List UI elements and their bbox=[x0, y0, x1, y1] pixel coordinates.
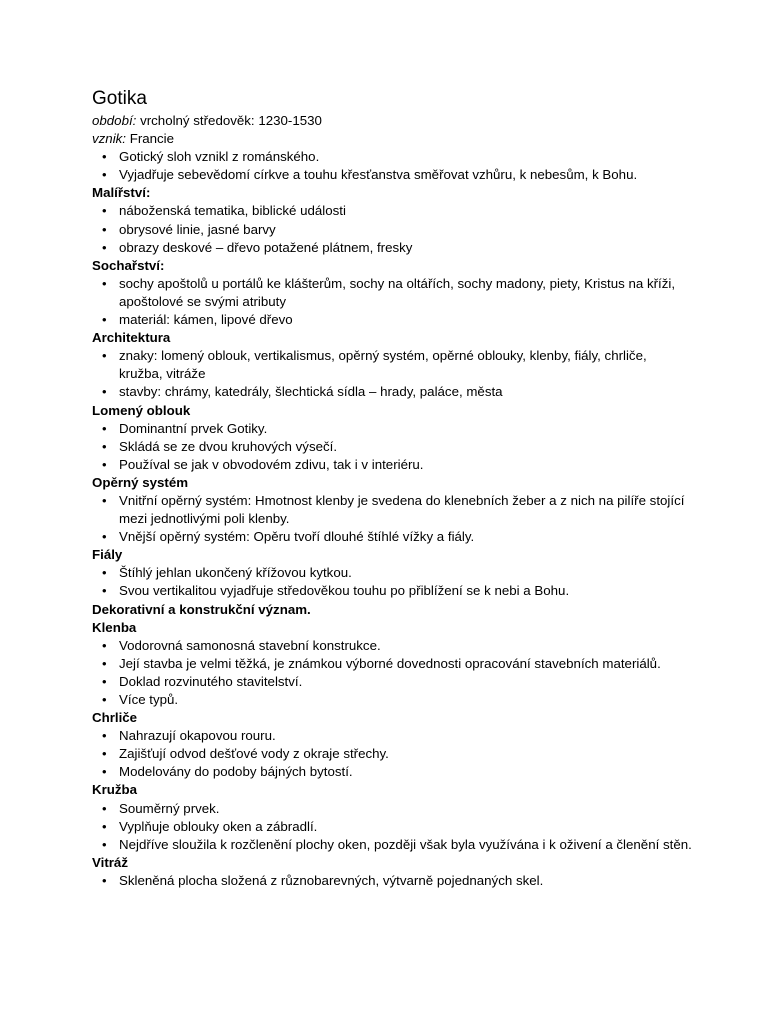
list-item bbox=[92, 800, 692, 818]
section bbox=[92, 329, 692, 401]
bullet-icon: • bbox=[102, 420, 107, 436]
section-heading: Fiály bbox=[92, 547, 123, 563]
document-page bbox=[92, 86, 692, 890]
section-heading: Klenba bbox=[92, 619, 137, 635]
list-item bbox=[92, 148, 692, 166]
list-item-text: Svou vertikalitou vyjadřuje středověkou touhu po přiblížení se k nebi a Bohu. bbox=[119, 583, 570, 599]
list-item bbox=[92, 383, 692, 401]
bullet-icon: • bbox=[102, 239, 107, 255]
intro-list bbox=[92, 148, 692, 184]
list-item bbox=[92, 836, 692, 854]
bullet-list bbox=[92, 275, 692, 329]
bullet-list bbox=[92, 420, 692, 474]
meta-label: vznik: bbox=[92, 131, 126, 147]
list-item bbox=[92, 275, 692, 311]
list-item-text: materiál: kámen, lipové dřevo bbox=[119, 312, 293, 328]
list-item bbox=[92, 311, 692, 329]
bullet-icon: • bbox=[102, 818, 107, 834]
list-item bbox=[92, 202, 692, 220]
list-item bbox=[92, 438, 692, 456]
bullet-icon: • bbox=[102, 692, 107, 707]
bullet-icon: • bbox=[102, 348, 107, 364]
list-item bbox=[92, 166, 692, 184]
section bbox=[92, 854, 692, 890]
bullet-list bbox=[92, 637, 692, 709]
list-item-text: Vnější opěrný systém: Opěru tvoří dlouhé štíhlé vížky a fiály. bbox=[119, 529, 475, 545]
list-item bbox=[92, 745, 692, 763]
bullet-icon: • bbox=[102, 746, 107, 762]
bullet-list bbox=[92, 872, 692, 890]
list-item-text: sochy apoštolů u portálů ke klášterům, sochy na oltářích, sochy madony, piety, Kristus na kříži, apoštolové se svými atributy bbox=[119, 275, 676, 309]
bullet-icon: • bbox=[102, 438, 107, 454]
section bbox=[92, 709, 692, 781]
list-item-text: Vyjadřuje sebevědomí církve a touhu křesťanstva směřovat vzhůru, k nebesům, k Bohu. bbox=[119, 167, 638, 183]
section bbox=[92, 402, 692, 474]
section bbox=[92, 546, 692, 600]
bullet-icon: • bbox=[102, 836, 107, 852]
list-item bbox=[92, 492, 692, 528]
bullet-icon: • bbox=[102, 167, 107, 183]
list-item bbox=[92, 691, 692, 709]
document-meta bbox=[92, 112, 692, 148]
meta-line bbox=[92, 112, 692, 130]
bullet-list bbox=[92, 800, 692, 854]
section-heading: Architektura bbox=[92, 330, 171, 346]
list-item-text: Vodorovná samonosná stavební konstrukce. bbox=[119, 637, 381, 653]
list-item-text: znaky: lomený oblouk, vertikalismus, opěrný systém, opěrné oblouky, klenby, fiály, chrliče, kružba, vitráže bbox=[119, 348, 647, 382]
list-item bbox=[92, 221, 692, 239]
section bbox=[92, 601, 692, 619]
list-item-text: Nahrazují okapovou rouru. bbox=[119, 728, 276, 744]
list-item-text: Zajišťují odvod dešťové vody z okraje střechy. bbox=[119, 746, 389, 762]
bullet-icon: • bbox=[102, 221, 107, 237]
list-item-text: obrysové linie, jasné barvy bbox=[119, 221, 276, 237]
list-item bbox=[92, 673, 692, 691]
bullet-list bbox=[92, 564, 692, 600]
bullet-icon: • bbox=[102, 637, 107, 653]
bullet-icon: • bbox=[102, 872, 107, 888]
list-item-text: Modelovány do podoby bájných bytostí. bbox=[119, 764, 353, 780]
list-item-text: náboženská tematika, biblické události bbox=[119, 203, 346, 219]
bullet-icon: • bbox=[102, 673, 107, 689]
section-heading: Vitráž bbox=[92, 854, 128, 870]
section bbox=[92, 619, 692, 709]
list-item-text: obrazy deskové – dřevo potažené plátnem, fresky bbox=[119, 239, 413, 255]
list-item-text: Souměrný prvek. bbox=[119, 800, 220, 816]
bullet-icon: • bbox=[102, 655, 107, 671]
list-item-text: Její stavba je velmi těžká, je známkou výborné dovednosti opracování stavebních materiálů. bbox=[119, 655, 661, 671]
list-item-text: Gotický sloh vznikl z románského. bbox=[119, 149, 320, 165]
section bbox=[92, 474, 692, 546]
bullet-list bbox=[92, 727, 692, 781]
meta-value: Francie bbox=[126, 131, 175, 147]
list-item-text: Skládá se ze dvou kruhových výsečí. bbox=[119, 438, 338, 454]
document-sections bbox=[92, 184, 692, 890]
bullet-icon: • bbox=[102, 384, 107, 400]
section bbox=[92, 184, 692, 256]
list-item-text: Více typů. bbox=[119, 692, 179, 707]
document-title: Gotika bbox=[92, 88, 147, 109]
list-item-text: Používal se jak v obvodovém zdivu, tak i v interiéru. bbox=[119, 456, 424, 472]
list-item-text: Nejdříve sloužila k rozčlenění plochy oken, později však byla využívána i k oživení a členění stěn. bbox=[119, 836, 692, 852]
list-item bbox=[92, 528, 692, 546]
meta-line bbox=[92, 130, 692, 148]
bullet-icon: • bbox=[102, 583, 107, 599]
list-item bbox=[92, 655, 692, 673]
bullet-icon: • bbox=[102, 728, 107, 744]
section-heading: Chrliče bbox=[92, 710, 138, 726]
bullet-list bbox=[92, 347, 692, 401]
bullet-icon: • bbox=[102, 764, 107, 780]
meta-value: vrcholný středověk: 1230-1530 bbox=[136, 113, 322, 128]
list-item-text: Dominantní prvek Gotiky. bbox=[119, 420, 268, 436]
list-item-text: Skleněná plocha složená z různobarevných, výtvarně pojednaných skel. bbox=[119, 872, 544, 888]
list-item bbox=[92, 582, 692, 600]
list-item bbox=[92, 727, 692, 745]
section-heading: Lomený oblouk bbox=[92, 402, 191, 418]
bullet-icon: • bbox=[102, 529, 107, 545]
list-item bbox=[92, 347, 692, 383]
section bbox=[92, 781, 692, 853]
list-item bbox=[92, 456, 692, 474]
bullet-icon: • bbox=[102, 456, 107, 472]
list-item-text: Vnitřní opěrný systém: Hmotnost klenby je svedena do klenebních žeber a z nich na pilíře stojící mezi jednotlivými poli klenby. bbox=[119, 492, 685, 527]
list-item-text: Vyplňuje oblouky oken a zábradlí. bbox=[119, 818, 318, 834]
bullet-icon: • bbox=[102, 492, 107, 508]
list-item bbox=[92, 818, 692, 836]
list-item-text: Štíhlý jehlan ukončený křížovou kytkou. bbox=[119, 565, 352, 581]
section-heading: Sochařství: bbox=[92, 257, 165, 273]
list-item bbox=[92, 763, 692, 781]
bullet-list bbox=[92, 492, 692, 546]
bullet-icon: • bbox=[102, 565, 107, 581]
bullet-icon: • bbox=[102, 149, 107, 165]
list-item-text: stavby: chrámy, katedrály, šlechtická sídla – hrady, paláce, města bbox=[119, 384, 503, 400]
section-heading: Kružba bbox=[92, 782, 138, 798]
section bbox=[92, 257, 692, 329]
bullet-icon: • bbox=[102, 312, 107, 328]
list-item bbox=[92, 872, 692, 890]
section-heading: Opěrný systém bbox=[92, 474, 189, 490]
meta-label: období: bbox=[92, 113, 137, 128]
list-item bbox=[92, 420, 692, 438]
list-item bbox=[92, 564, 692, 582]
section-heading: Dekorativní a konstrukční význam. bbox=[92, 601, 311, 617]
list-item bbox=[92, 239, 692, 257]
bullet-icon: • bbox=[102, 275, 107, 291]
section-heading: Malířství: bbox=[92, 185, 151, 201]
bullet-list bbox=[92, 202, 692, 256]
list-item-text: Doklad rozvinutého stavitelství. bbox=[119, 673, 303, 689]
list-item bbox=[92, 637, 692, 655]
bullet-icon: • bbox=[102, 203, 107, 219]
bullet-icon: • bbox=[102, 800, 107, 816]
